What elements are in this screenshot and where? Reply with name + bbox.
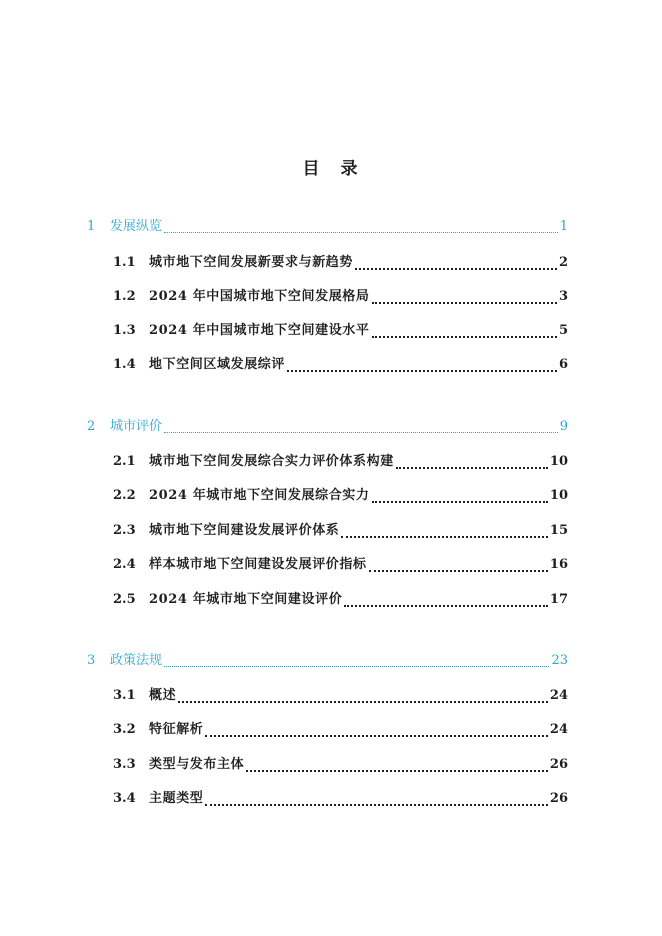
page-title: 目 录: [302, 159, 360, 179]
toc-section-3-4[interactable]: [113, 789, 568, 809]
toc-number: 3: [87, 653, 96, 668]
toc-number: 3.2: [113, 722, 136, 737]
toc-title: 概述: [149, 688, 177, 703]
toc-section-3-3[interactable]: [113, 755, 568, 775]
toc-title: 城市地下空间发展新要求与新趋势: [149, 255, 354, 270]
dot-leader: [369, 569, 548, 572]
dot-leader: [372, 500, 548, 503]
dot-leader: [178, 700, 548, 703]
toc-number: 1.4: [113, 357, 136, 372]
toc-page-number: 3: [558, 289, 568, 304]
toc-title: 城市地下空间发展综合实力评价体系构建: [149, 454, 394, 469]
toc-number: 1: [87, 219, 96, 234]
toc-number: 3.4: [113, 791, 136, 806]
toc-page-number: 26: [549, 757, 568, 772]
toc-number: 3.1: [113, 688, 136, 703]
toc-chapter-2[interactable]: [87, 417, 568, 437]
toc-section-3-2[interactable]: [113, 720, 568, 740]
toc-page-number: 16: [549, 557, 568, 572]
toc-section-1-2[interactable]: [113, 287, 568, 307]
dot-leader: [341, 535, 548, 538]
toc-section-1-4[interactable]: [113, 355, 568, 375]
dot-leader: [287, 369, 557, 372]
toc-number: 1.1: [113, 255, 136, 270]
toc-page-number: 24: [549, 688, 568, 703]
toc-title: 主题类型: [149, 791, 204, 806]
toc-page-number: 2: [558, 255, 568, 270]
toc-page-number: 10: [549, 488, 568, 503]
toc-page-number: 5: [558, 323, 568, 338]
toc-page-number: 10: [549, 454, 568, 469]
toc-section-2-1[interactable]: [113, 452, 568, 472]
dot-leader: [372, 301, 557, 304]
dot-leader: [372, 335, 557, 338]
toc-number: 2.3: [113, 523, 136, 538]
dot-leader: [355, 267, 557, 270]
toc-page-number: 17: [549, 592, 568, 607]
toc-title: 样本城市地下空间建设发展评价指标: [149, 557, 367, 572]
dot-leader: [164, 231, 558, 233]
toc-page-number: 15: [549, 523, 568, 538]
toc-number: 1.2: [113, 289, 136, 304]
toc-chapter-1[interactable]: [87, 217, 568, 237]
toc-number: 2: [87, 419, 96, 434]
toc-section-3-1[interactable]: [113, 686, 568, 706]
toc-section-1-3[interactable]: [113, 321, 568, 341]
toc-chapter-3[interactable]: [87, 651, 568, 671]
toc-number: 2.4: [113, 557, 136, 572]
toc-number: 2.5: [113, 592, 136, 607]
toc-number: 2.1: [113, 454, 136, 469]
toc-page-number: 23: [551, 653, 568, 668]
toc-number: 2.2: [113, 488, 136, 503]
toc-title: 2024 年城市地下空间发展综合实力: [149, 488, 370, 503]
toc-title: 特征解析: [149, 722, 204, 737]
toc-title: 2024 年中国城市地下空间建设水平: [149, 323, 370, 338]
toc-page-number: 1: [559, 219, 568, 234]
toc-page-number: 24: [549, 722, 568, 737]
dot-leader: [164, 431, 558, 433]
toc-section-2-4[interactable]: [113, 555, 568, 575]
dot-leader: [205, 734, 548, 737]
toc-title: 2024 年城市地下空间建设评价: [149, 592, 343, 607]
dot-leader: [396, 466, 548, 469]
toc-page-number: 6: [558, 357, 568, 372]
toc-page-number: 26: [549, 791, 568, 806]
toc-section-2-2[interactable]: [113, 486, 568, 506]
toc-title: 2024 年中国城市地下空间发展格局: [149, 289, 370, 304]
toc-title: 地下空间区域发展综评: [149, 357, 286, 372]
toc-section-2-3[interactable]: [113, 521, 568, 541]
dot-leader: [344, 604, 548, 607]
toc-title: 类型与发布主体: [149, 757, 245, 772]
toc-number: 3.3: [113, 757, 136, 772]
toc-title: 政策法规: [110, 653, 163, 668]
toc-title: 城市地下空间建设发展评价体系: [149, 523, 340, 538]
dot-leader: [246, 769, 548, 772]
toc-number: 1.3: [113, 323, 136, 338]
dot-leader: [164, 665, 549, 667]
dot-leader: [205, 803, 548, 806]
toc-page-number: 9: [559, 419, 568, 434]
toc-section-1-1[interactable]: [113, 253, 568, 273]
toc-title: 发展纵览: [110, 219, 163, 234]
toc-title: 城市评价: [110, 419, 163, 434]
toc-section-2-5[interactable]: [113, 590, 568, 610]
